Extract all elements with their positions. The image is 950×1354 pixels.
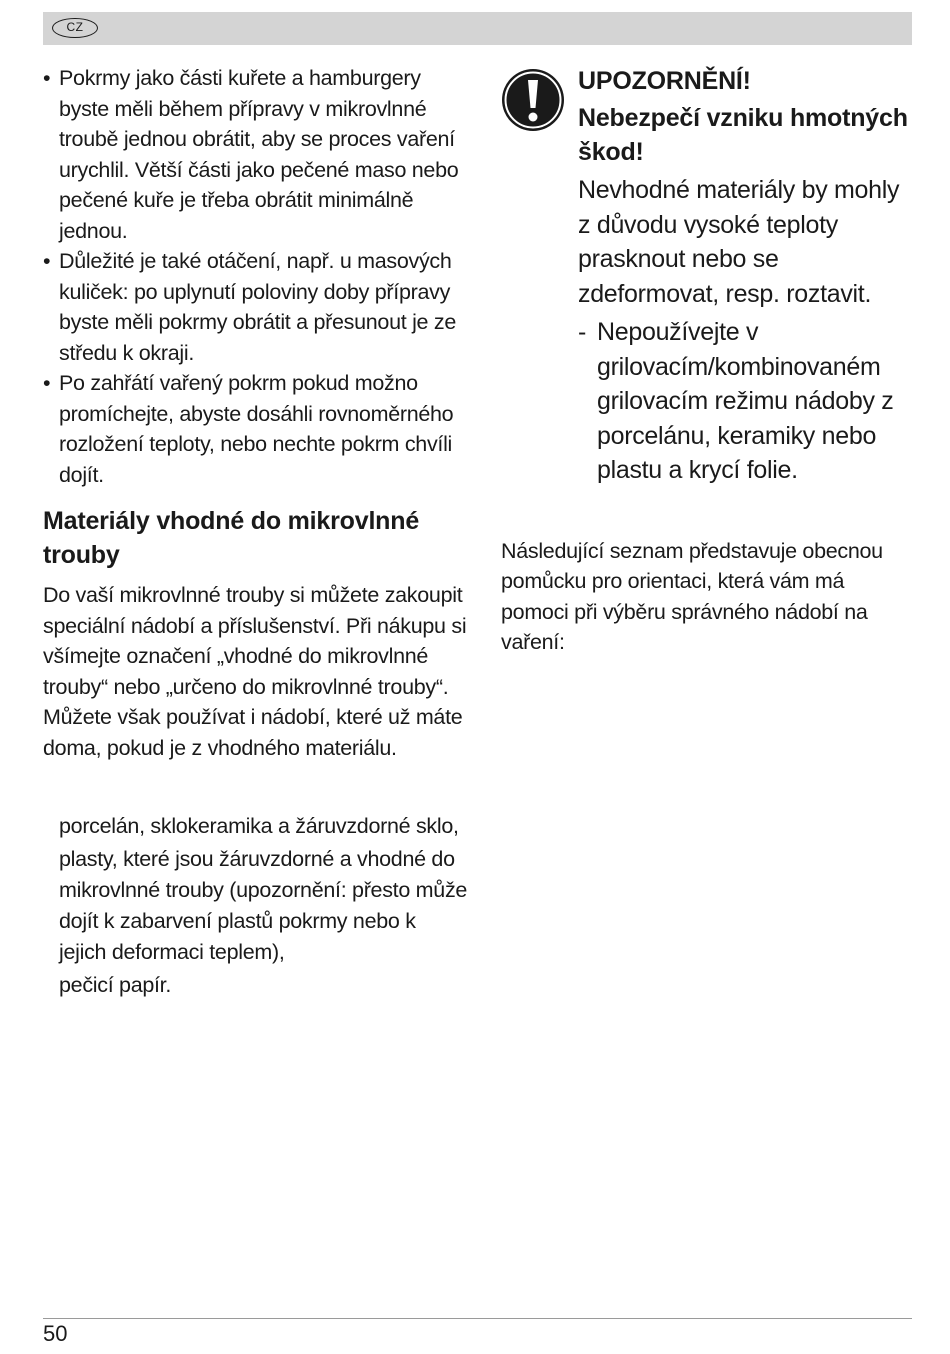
right-column: [501, 63, 916, 658]
bullet-icon: •: [43, 249, 51, 273]
bullet-icon: •: [43, 66, 51, 90]
list-item: [43, 63, 468, 246]
language-badge: CZ: [52, 18, 98, 38]
left-column: [43, 63, 468, 1003]
list-item: porcelán, sklokeramika a žáruvzdorné sklo,: [59, 814, 459, 838]
dash-icon: -: [578, 318, 587, 346]
footer-divider: [43, 1318, 912, 1319]
warning-body: Nevhodné materiály by mohly z důvodu vysoké teploty prasknout nebo se zdeformovat, resp. roztavit.: [578, 176, 900, 308]
warning-title: UPOZORNĚNÍ!: [578, 67, 751, 95]
warning-content: [578, 63, 916, 488]
intro-text: Následující seznam představuje obecnou pomůcku pro orientaci, která vám má pomoci při výběru správného nádobí na vaření:: [501, 538, 883, 654]
header-bar: [43, 12, 912, 45]
list-item-text: Po zahřátí vařený pokrm pokud možno promíchejte, abyste dosáhli rovnoměrného rozložení teploty, nebo nechte pokrm chvíli dojít.: [59, 371, 454, 487]
page-number: 50: [43, 1321, 68, 1346]
warning-box: [501, 63, 916, 488]
section-title: Materiály vhodné do mikrovlnné trouby: [43, 507, 420, 569]
bullet-icon: •: [43, 371, 51, 395]
list-item-text: Důležité je také otáčení, např. u masových kuliček: po uplynutí poloviny doby přípravy byste měli pokrmy obrátit a přesunout je ze středu k okraji.: [59, 249, 456, 365]
tips-list: [43, 63, 468, 490]
section-body: Do vaší mikrovlnné trouby si můžete zakoupit speciální nádobí a příslušenství. Při nákupu si všímejte označení „vhodné do mikrovlnné trouby“ nebo „určeno do mikrovlnné trouby“. Můžete však používat i nádobí, které už máte doma, pokud je z vhodného materiálu.: [43, 583, 467, 760]
exclamation-circle-icon: [501, 68, 565, 132]
warning-dash-item-text: Nepoužívejte v grilovacím/kombinovaném grilovacím režimu nádoby z porcelánu, keramiky nebo plastu a krycí folie.: [597, 318, 894, 484]
warning-dash-item: [578, 315, 916, 488]
list-item: pečicí papír.: [59, 973, 172, 997]
list-item: [43, 368, 468, 490]
list-item: plasty, které jsou žáruvzdorné a vhodné do mikrovlnné trouby (upozornění: přesto může dojít k zabarvení plastů pokrmy nebo k jejich deformaci teplem),: [59, 847, 468, 964]
list-item-text: Pokrmy jako části kuřete a hamburgery byste měli během přípravy v mikrovlnné troubě jednou obrátit, aby se proces vaření urychlil. Větší části jako pečené maso nebo pečené kuře je třeba obrátit minimálně jednou.: [59, 66, 459, 243]
list-item: [43, 246, 468, 368]
materials-list: [43, 811, 468, 1001]
warning-subtitle: Nebezpečí vzniku hmotných škod!: [578, 104, 908, 166]
